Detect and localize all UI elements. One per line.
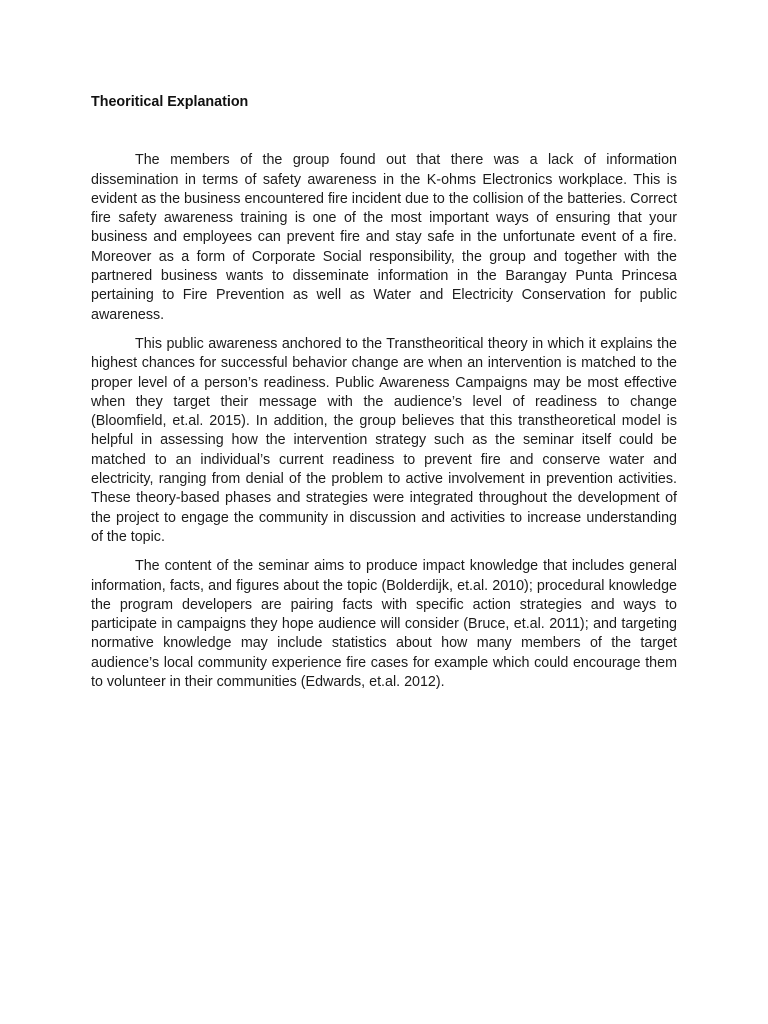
document-body (91, 93, 677, 702)
document-title: Theoritical Explanation (91, 94, 249, 110)
paragraph-1: The members of the group found out that there was a lack of information dissemination in terms of safety awareness in the K-ohms Electronics workplace. This is evident as the business encountered fire incident due to the collision of the batteries. Correct fire safety awareness training is one of the most important ways of ensuring that your business and employees can prevent fire and stay safe in the unfortunate event of a fire. Moreover as a form of Corporate Social responsibility, the group and together with the partnered business wants to disseminate information in the Barangay Punta Princesa pertaining to Fire Prevention as well as Water and Electricity Conservation for public awareness. (91, 152, 677, 323)
paragraph-2: This public awareness anchored to the Transtheoritical theory in which it explains the highest chances for successful behavior change are when an intervention is matched to the proper level of a person’s readiness. Public Awareness Campaigns may be most effective when they target their message with the audience’s level of readiness to change (Bloomfield, et.al. 2015). In addition, the group believes that this transtheoretical model is helpful in assessing how the intervention strategy such as the seminar itself could be matched to an individual’s current readiness to prevent fire and conserve water and electricity, ranging from denial of the problem to active involvement in prevention activities. These theory-based phases and strategies were integrated throughout the development of the project to engage the community in discussion and activities to increase understanding of the topic. (91, 335, 677, 545)
paragraph-3: The content of the seminar aims to produce impact knowledge that includes general information, facts, and figures about the topic (Bolderdijk, et.al. 2010); procedural knowledge the program developers are pairing facts with specific action strategies and ways to participate in campaigns they hope audience will consider (Bruce, et.al. 2011); and targeting normative knowledge may include statistics about how many members of the target audience’s local community experience fire cases for example which could encourage them to volunteer in their communities (Edwards, et.al. 2012). (91, 558, 677, 691)
